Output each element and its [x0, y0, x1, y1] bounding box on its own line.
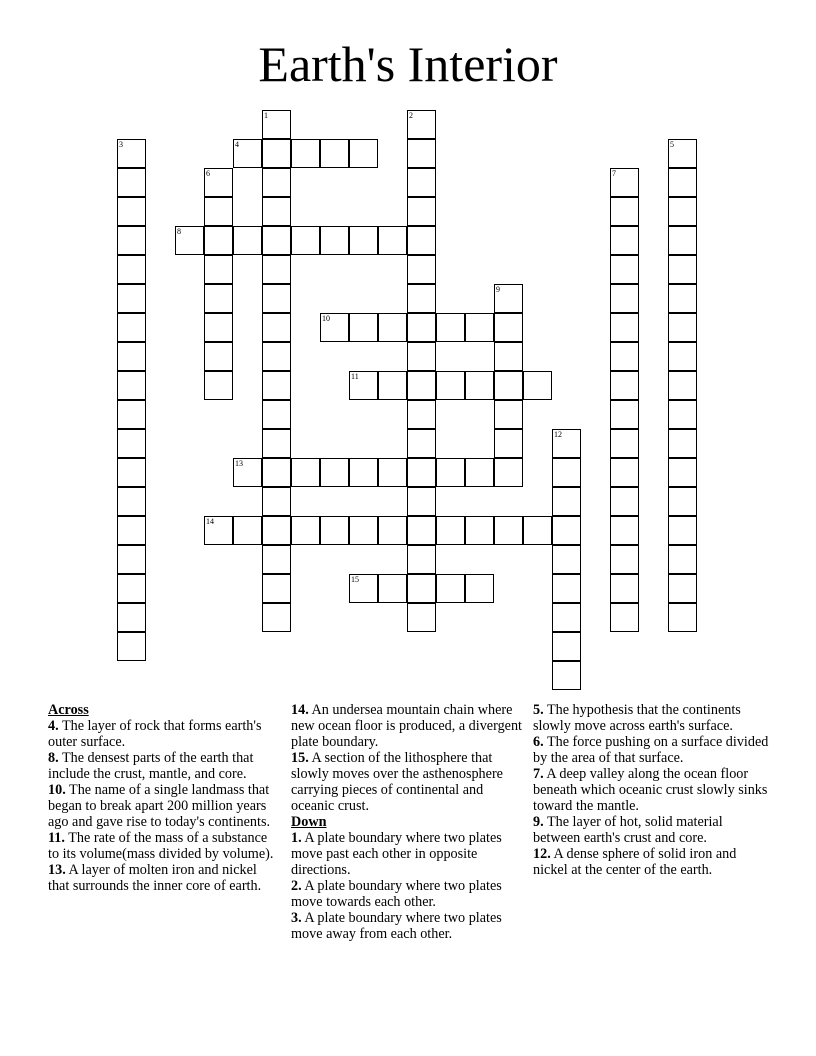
grid-cell[interactable] — [494, 400, 523, 429]
grid-cell[interactable] — [668, 284, 697, 313]
grid-cell[interactable] — [233, 458, 262, 487]
grid-cell[interactable] — [668, 255, 697, 284]
grid-cell[interactable] — [407, 284, 436, 313]
grid-cell[interactable] — [494, 284, 523, 313]
grid-cell[interactable] — [610, 197, 639, 226]
grid-cell[interactable] — [233, 516, 262, 545]
grid-cell[interactable] — [436, 458, 465, 487]
clue-down-5: 5. The hypothesis that the continents slowly move across earth's surface. — [533, 702, 741, 734]
grid-cell[interactable] — [610, 400, 639, 429]
grid-cell[interactable] — [291, 226, 320, 255]
cell-number: 14 — [206, 517, 214, 526]
clue-down-9: 9. The layer of hot, solid material between earth's crust and core. — [533, 814, 723, 846]
grid-cell[interactable] — [378, 574, 407, 603]
grid-cell[interactable] — [117, 574, 146, 603]
grid-cell[interactable] — [610, 371, 639, 400]
grid-cell[interactable] — [668, 371, 697, 400]
grid-cell[interactable] — [552, 545, 581, 574]
grid-cell[interactable] — [204, 516, 233, 545]
grid-cell[interactable] — [117, 632, 146, 661]
grid-cell[interactable] — [407, 429, 436, 458]
grid-cell[interactable] — [378, 371, 407, 400]
clue-across-10: 10. The name of a single landmass that began to break apart 200 million years ago and gave rise to today's continents. — [48, 782, 271, 830]
grid-cell[interactable] — [610, 313, 639, 342]
page-title: Earth's Interior — [258, 36, 558, 92]
grid-cell[interactable] — [407, 516, 436, 545]
grid-cell[interactable] — [407, 342, 436, 371]
cell-number: 5 — [670, 140, 674, 149]
grid-cell[interactable] — [494, 516, 523, 545]
grid-cell[interactable] — [407, 545, 436, 574]
cell-number: 4 — [235, 140, 239, 149]
down-header: Down — [291, 814, 327, 830]
grid-cell[interactable] — [465, 516, 494, 545]
grid-cell[interactable] — [668, 197, 697, 226]
grid-cell[interactable] — [668, 487, 697, 516]
grid-cell[interactable] — [117, 545, 146, 574]
grid-cell[interactable] — [523, 371, 552, 400]
grid-cell[interactable] — [262, 226, 291, 255]
grid-cell[interactable] — [668, 516, 697, 545]
cell-number: 13 — [235, 459, 243, 468]
cell-number: 12 — [554, 430, 562, 439]
grid-cell[interactable] — [552, 516, 581, 545]
grid-cell[interactable] — [407, 313, 436, 342]
grid-cell[interactable] — [175, 226, 204, 255]
grid-cell[interactable] — [204, 371, 233, 400]
grid-cell[interactable] — [262, 110, 291, 139]
cell-number: 7 — [612, 169, 616, 178]
grid-cell[interactable] — [204, 226, 233, 255]
cell-number: 10 — [322, 314, 330, 323]
grid-cell[interactable] — [233, 139, 262, 168]
grid-cell[interactable] — [494, 313, 523, 342]
grid-cell[interactable] — [349, 574, 378, 603]
cell-number: 3 — [119, 140, 123, 149]
grid-cell[interactable] — [668, 226, 697, 255]
grid-cell[interactable] — [407, 371, 436, 400]
clue-down-3: 3. A plate boundary where two plates move away from each other. — [291, 910, 502, 942]
clues-column-2 — [291, 702, 523, 942]
grid-cell[interactable] — [610, 255, 639, 284]
grid-cell[interactable] — [610, 574, 639, 603]
grid-cell[interactable] — [407, 110, 436, 139]
clue-across-15: 15. A section of the lithosphere that slowly moves over the asthenosphere carrying pieces of continental and oceanic crust. — [291, 750, 503, 814]
grid-cell[interactable] — [407, 603, 436, 632]
grid-cell[interactable] — [117, 516, 146, 545]
grid-cell[interactable] — [494, 458, 523, 487]
grid-cell[interactable] — [320, 458, 349, 487]
grid-cell[interactable] — [117, 429, 146, 458]
grid-cell[interactable] — [349, 139, 378, 168]
grid-cell[interactable] — [407, 487, 436, 516]
grid-cell[interactable] — [117, 400, 146, 429]
grid-cell[interactable] — [262, 284, 291, 313]
grid-cell[interactable] — [494, 342, 523, 371]
grid-cell[interactable] — [436, 574, 465, 603]
grid-cell[interactable] — [320, 516, 349, 545]
grid-cell[interactable] — [349, 226, 378, 255]
grid-cell[interactable] — [117, 255, 146, 284]
grid-cell[interactable] — [262, 139, 291, 168]
grid-cell[interactable] — [262, 197, 291, 226]
clue-down-6: 6. The force pushing on a surface divided by the area of that surface. — [533, 734, 769, 766]
grid-cell[interactable] — [523, 516, 552, 545]
grid-cell[interactable] — [204, 255, 233, 284]
clue-down-7: 7. A deep valley along the ocean floor beneath which oceanic crust slowly sinks toward the mantle. — [533, 766, 768, 814]
grid-cell[interactable] — [436, 371, 465, 400]
across-header: Across — [48, 702, 89, 718]
grid-cell[interactable] — [552, 487, 581, 516]
grid-cell[interactable] — [610, 458, 639, 487]
grid-cell[interactable] — [465, 313, 494, 342]
grid-cell[interactable] — [668, 139, 697, 168]
grid-cell[interactable] — [262, 458, 291, 487]
grid-cell[interactable] — [407, 574, 436, 603]
grid-cell[interactable] — [117, 226, 146, 255]
cell-number: 9 — [496, 285, 500, 294]
grid-cell[interactable] — [291, 139, 320, 168]
grid-cell[interactable] — [204, 197, 233, 226]
grid-cell[interactable] — [436, 313, 465, 342]
grid-cell[interactable] — [494, 429, 523, 458]
grid-cell[interactable] — [204, 168, 233, 197]
grid-cell[interactable] — [117, 197, 146, 226]
clues-column-3 — [533, 702, 773, 878]
grid-cell[interactable] — [204, 284, 233, 313]
grid-cell[interactable] — [436, 516, 465, 545]
grid-cell[interactable] — [668, 545, 697, 574]
grid-cell[interactable] — [407, 400, 436, 429]
grid-cell[interactable] — [668, 458, 697, 487]
grid-cell[interactable] — [117, 313, 146, 342]
grid-cell[interactable] — [262, 371, 291, 400]
grid-cell[interactable] — [552, 661, 581, 690]
cell-number: 1 — [264, 111, 268, 120]
grid-cell[interactable] — [262, 487, 291, 516]
grid-cell[interactable] — [378, 516, 407, 545]
grid-cell[interactable] — [407, 197, 436, 226]
clue-across-14: 14. An undersea mountain chain where new ocean floor is produced, a divergent plate boundary. — [291, 702, 522, 750]
clues-column-1 — [48, 702, 280, 894]
grid-cell[interactable] — [668, 429, 697, 458]
grid-cell[interactable] — [407, 168, 436, 197]
grid-cell[interactable] — [610, 487, 639, 516]
grid-cell[interactable] — [610, 429, 639, 458]
grid-cell[interactable] — [262, 400, 291, 429]
grid-cell[interactable] — [262, 516, 291, 545]
grid-cell[interactable] — [117, 284, 146, 313]
cell-number: 6 — [206, 169, 210, 178]
grid-cell[interactable] — [349, 458, 378, 487]
clue-down-2: 2. A plate boundary where two plates move towards each other. — [291, 878, 502, 910]
grid-cell[interactable] — [233, 226, 262, 255]
grid-cell[interactable] — [668, 168, 697, 197]
grid-cell[interactable] — [262, 429, 291, 458]
grid-cell[interactable] — [465, 574, 494, 603]
grid-cell[interactable] — [465, 458, 494, 487]
grid-cell[interactable] — [552, 458, 581, 487]
grid-cell[interactable] — [262, 603, 291, 632]
grid-cell[interactable] — [610, 545, 639, 574]
grid-cell[interactable] — [668, 313, 697, 342]
cell-number: 2 — [409, 111, 413, 120]
grid-cell[interactable] — [320, 139, 349, 168]
grid-cell[interactable] — [320, 226, 349, 255]
grid-cell[interactable] — [552, 603, 581, 632]
grid-cell[interactable] — [407, 226, 436, 255]
grid-cell[interactable] — [204, 313, 233, 342]
grid-cell[interactable] — [117, 603, 146, 632]
clue-across-4: 4. The layer of rock that forms earth's outer surface. — [48, 718, 262, 750]
grid-cell[interactable] — [407, 139, 436, 168]
grid-cell[interactable] — [378, 458, 407, 487]
grid-cell[interactable] — [610, 284, 639, 313]
cell-number: 15 — [351, 575, 359, 584]
clue-across-11: 11. The rate of the mass of a substance to its volume(mass divided by volume). — [48, 830, 274, 862]
grid-cell[interactable] — [117, 458, 146, 487]
grid-cell[interactable] — [465, 371, 494, 400]
grid-cell[interactable] — [610, 226, 639, 255]
grid-cell[interactable] — [610, 516, 639, 545]
grid-cell[interactable] — [668, 574, 697, 603]
grid-cell[interactable] — [262, 574, 291, 603]
grid-cell[interactable] — [668, 342, 697, 371]
cell-number: 8 — [177, 227, 181, 236]
grid-cell[interactable] — [610, 342, 639, 371]
grid-cell[interactable] — [407, 458, 436, 487]
clue-across-13: 13. A layer of molten iron and nickel that surrounds the inner core of earth. — [48, 862, 262, 894]
grid-cell[interactable] — [349, 516, 378, 545]
grid-cell[interactable] — [320, 313, 349, 342]
cell-number: 11 — [351, 372, 359, 381]
grid-cell[interactable] — [117, 139, 146, 168]
grid-cell[interactable] — [349, 313, 378, 342]
grid-cell[interactable] — [262, 255, 291, 284]
grid-cell[interactable] — [494, 371, 523, 400]
grid-cell[interactable] — [378, 226, 407, 255]
grid-cell[interactable] — [291, 516, 320, 545]
grid-cell[interactable] — [378, 313, 407, 342]
clue-down-12: 12. A dense sphere of solid iron and nickel at the center of the earth. — [533, 846, 737, 878]
grid-cell[interactable] — [117, 371, 146, 400]
grid-cell[interactable] — [204, 342, 233, 371]
grid-cell[interactable] — [407, 255, 436, 284]
grid-cell[interactable] — [349, 371, 378, 400]
grid-cell[interactable] — [262, 342, 291, 371]
grid-cell[interactable] — [610, 168, 639, 197]
grid-cell[interactable] — [668, 400, 697, 429]
grid-cell[interactable] — [262, 545, 291, 574]
grid-cell[interactable] — [117, 168, 146, 197]
grid-cell[interactable] — [262, 313, 291, 342]
clue-down-1: 1. A plate boundary where two plates move past each other in opposite directions. — [291, 830, 502, 878]
grid-cell[interactable] — [610, 603, 639, 632]
grid-cell[interactable] — [552, 429, 581, 458]
clue-across-8: 8. The densest parts of the earth that include the crust, mantle, and core. — [48, 750, 254, 782]
grid-cell[interactable] — [668, 603, 697, 632]
grid-cell[interactable] — [117, 342, 146, 371]
grid-cell[interactable] — [262, 168, 291, 197]
grid-cell[interactable] — [552, 632, 581, 661]
grid-cell[interactable] — [117, 487, 146, 516]
grid-cell[interactable] — [552, 574, 581, 603]
grid-cell[interactable] — [291, 458, 320, 487]
